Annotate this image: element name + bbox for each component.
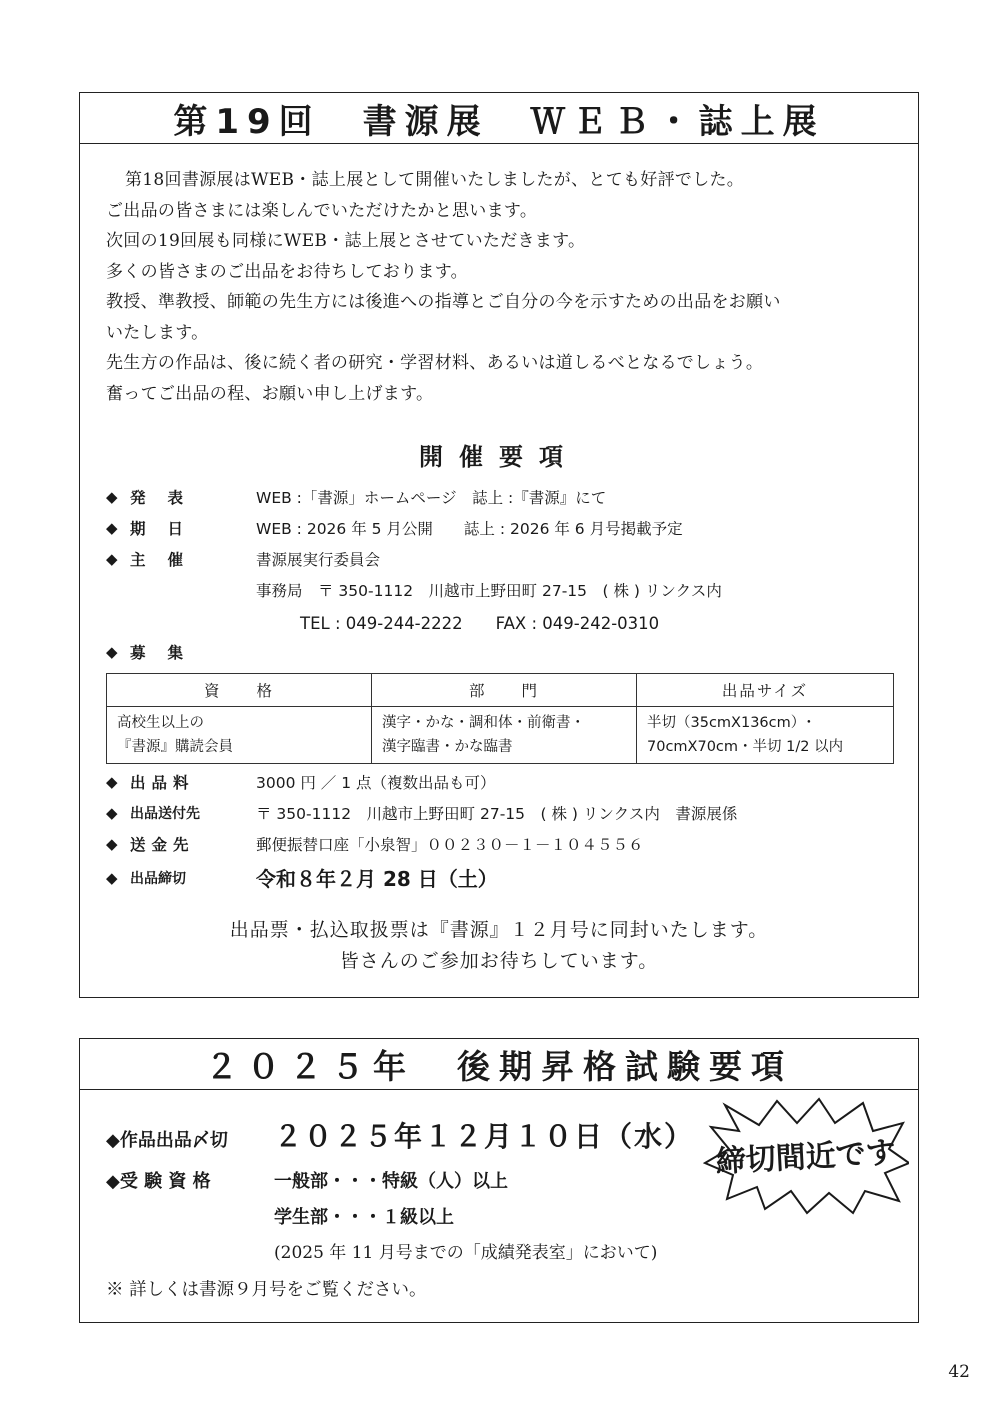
payment-label: 送金先 (130, 836, 195, 854)
intro-line: 第18回書源展はWEB・誌上展として開催いたしましたが、とても好評でした。 (125, 170, 745, 190)
fee-row (106, 771, 496, 793)
schedule-value: WEB : 2026 年 5 月公開 誌上 : 2026 年 6 月号掲載予定 (256, 520, 683, 538)
diamond-bullet-icon: ◆ (106, 773, 118, 791)
exam-footnote: ※ 詳しくは書源９月号をご覧ください。 (106, 1280, 427, 1300)
fee-label: 出品料 (130, 774, 195, 792)
organizer-phone: TEL : 049-244-2222 FAX : 049-242-0310 (300, 614, 660, 633)
cell-line: 『書源』購読会員 (117, 739, 233, 755)
table-header-row (107, 674, 894, 707)
send-to-row (106, 802, 737, 824)
table-header: 資 格 (107, 674, 372, 707)
eligibility-student: 学生部・・・１級以上 (274, 1207, 454, 1228)
announce-row (106, 486, 606, 508)
fee-value: 3000 円 ／ 1 点（複数出品も可） (256, 774, 496, 792)
eligibility-label: ◆受 験 資 格 (106, 1171, 211, 1192)
recruit-row (106, 641, 256, 663)
table-cell (637, 707, 894, 764)
payment-value: 郵便振替口座「小泉智」００２３０－１－１０４５５６ (256, 836, 644, 854)
cell-line: 漢字・かな・調和体・前衛書・ (382, 715, 585, 731)
diamond-bullet-icon: ◆ (106, 868, 118, 887)
eligibility-note: (2025 年 11 月号までの「成績発表室」において) (274, 1243, 658, 1263)
diamond-bullet-icon: ◆ (106, 804, 118, 822)
cell-line: 高校生以上の (117, 715, 204, 731)
organizer-value: 書源展実行委員会 (256, 551, 381, 569)
table-cell (372, 707, 637, 764)
cell-line: 半切（35cmX136cm）･ (647, 715, 813, 731)
page-number: 42 (948, 1362, 970, 1382)
intro-line: 多くの皆さまのご出品をお待ちしております。 (106, 261, 468, 282)
table-cell (107, 707, 372, 764)
intro-line: 教授、準教授、師範の先生方には後進への指導とご自分の今を示すための出品をお願い (106, 292, 781, 312)
intro-line: 次回の19回展も同様にWEB・誌上展とさせていただきます。 (106, 231, 586, 251)
deadline-burst-badge (703, 1097, 909, 1215)
exhibition-intro (106, 165, 906, 409)
exhibition-section (79, 92, 919, 998)
payment-row (106, 833, 644, 855)
intro-line: いたします。 (106, 322, 209, 343)
cell-line: 漢字臨書・かな臨書 (382, 739, 513, 755)
send-to-value: 〒 350-1112 川越市上野田町 27-15 ( 株 ) リンクス内 書源展係 (256, 805, 738, 823)
submission-value: ２０２５年１２月１０日（水） (274, 1120, 695, 1153)
intro-line: ご出品の皆さまには楽しんでいただけたかと思います。 (106, 200, 538, 221)
burst-text: 締切間近です (714, 1135, 897, 1180)
organizer-row (106, 548, 380, 570)
diamond-bullet-icon: ◆ (106, 488, 118, 506)
exam-title-bar (80, 1039, 918, 1090)
organizer-office: 事務局 〒 350-1112 川越市上野田町 27-15 ( 株 ) リンクス内 (256, 582, 722, 600)
diamond-bullet-icon: ◆ (106, 519, 118, 537)
diamond-bullet-icon: ◆ (106, 835, 118, 853)
deadline-label: 出品締切 (130, 870, 186, 887)
exhibition-title: 第19回 書源展 ＷＥＢ・誌上展 (173, 101, 825, 142)
intro-line: 先生方の作品は、後に続く者の研究・学習材料、あるいは道しるべとなるでしょう。 (106, 353, 764, 373)
table-header: 出品サイズ (637, 674, 894, 707)
closing-line: 皆さんのご参加お待ちしています。 (339, 950, 659, 972)
deadline-value: 令和８年２月 28 日（土） (256, 867, 498, 891)
schedule-label: 期日 (130, 520, 206, 538)
announce-value: WEB :「書源」ホームページ 誌上 :『書源』にて (256, 489, 607, 507)
diamond-bullet-icon: ◆ (106, 643, 118, 661)
recruit-label: 募集 (130, 644, 206, 662)
deadline-row (106, 863, 498, 892)
exhibition-title-bar (80, 93, 918, 144)
exam-section (79, 1038, 919, 1323)
submission-label: ◆作品出品〆切 (106, 1130, 228, 1151)
table-header: 部 門 (372, 674, 637, 707)
closing-message (80, 915, 918, 977)
announce-label: 発表 (130, 489, 206, 507)
exam-title: ２０２５年 後期昇格試験要項 (205, 1046, 793, 1086)
submission-row (106, 1115, 694, 1155)
diamond-bullet-icon: ◆ (106, 550, 118, 568)
organizer-label: 主催 (130, 551, 206, 569)
schedule-row (106, 517, 683, 539)
table-row (107, 707, 894, 764)
cell-line: 70cmX70cm・半切 1/2 以内 (647, 739, 844, 755)
send-to-label: 出品送付先 (130, 806, 200, 822)
recruit-table (106, 673, 894, 764)
guidelines-heading: 開催要項 (419, 443, 579, 471)
eligibility-row (106, 1167, 508, 1193)
closing-line: 出品票・払込取扱票は『書源』１２月号に同封いたします。 (229, 919, 769, 941)
eligibility-general: 一般部・・・特級（人）以上 (274, 1171, 508, 1192)
intro-line: 奮ってご出品の程、お願い申し上げます。 (106, 383, 434, 404)
